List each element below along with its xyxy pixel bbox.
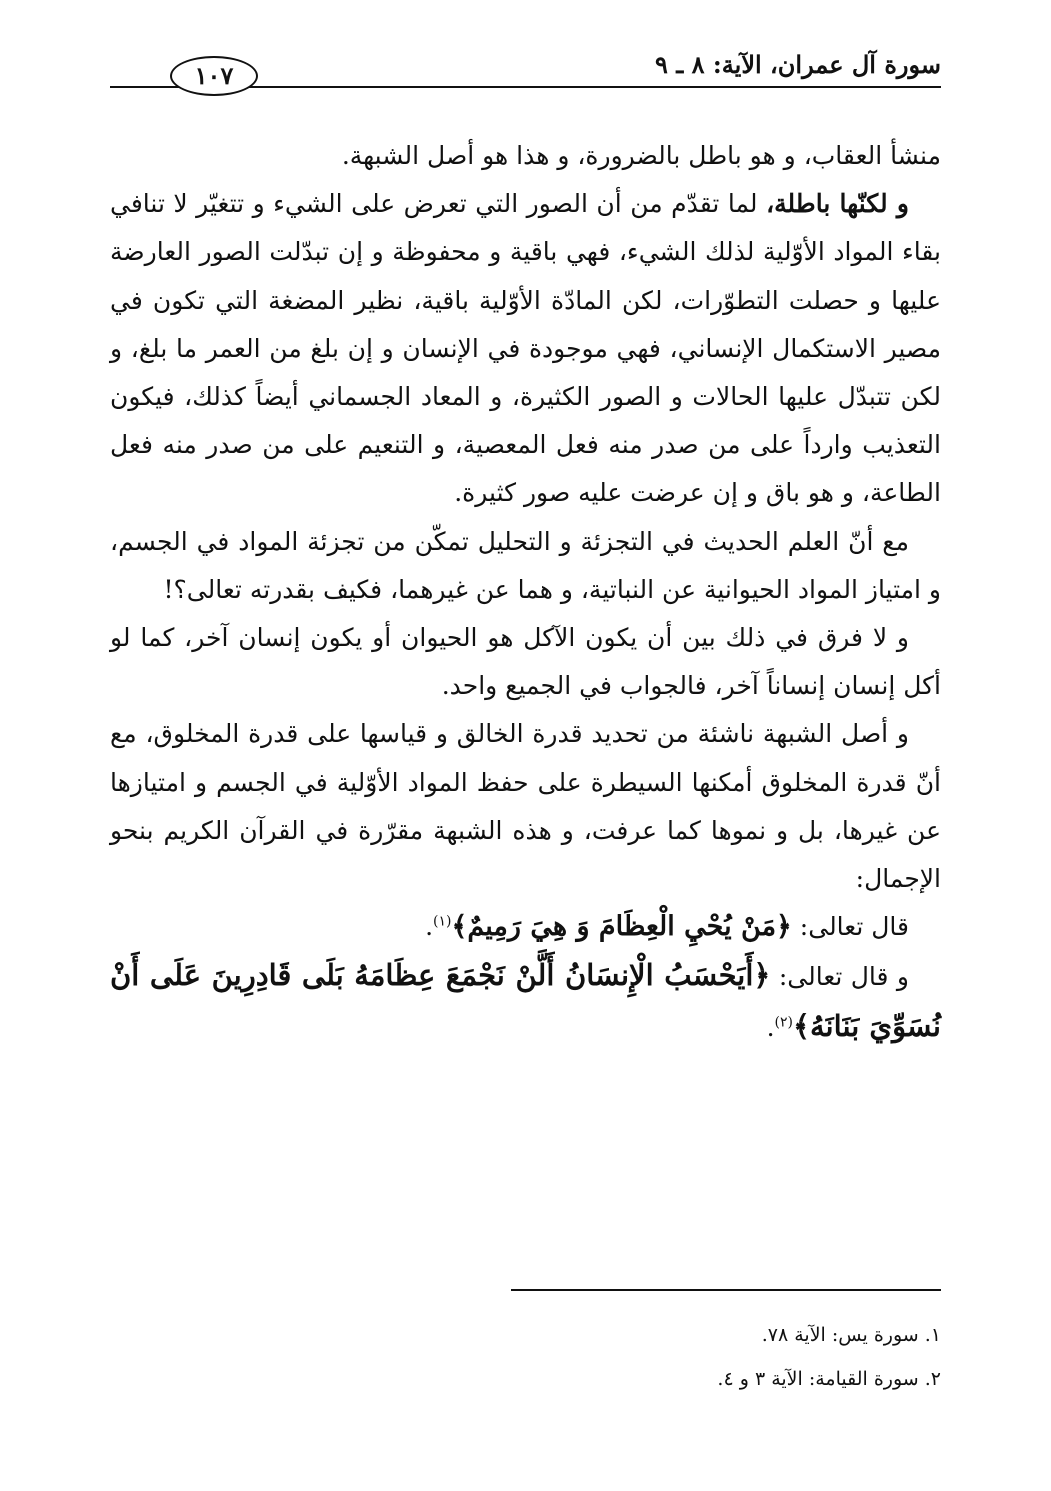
quote-2-intro: و قال تعالى: (770, 962, 909, 992)
footnote-2: ٢. سورة القيامة: الآية ٣ و ٤. (717, 1368, 941, 1390)
paragraph-2 (110, 180, 941, 517)
paragraph-1: منشأ العقاب، و هو باطل بالضرورة، و هذا هو أصل الشبهة. (341, 141, 941, 170)
footnote-ref-1[interactable]: (١) (433, 913, 452, 930)
footnote-ref-2[interactable]: (٢) (774, 1014, 793, 1031)
running-header-title: سورة آل عمران، الآية: ٨ ـ ٩ (655, 50, 941, 79)
quote-2-end: . (766, 1012, 775, 1042)
footnote-rule (511, 1289, 941, 1291)
paragraph-5: و أصل الشبهة ناشئة من تحديد قدرة الخالق و قياسها على قدرة المخلوق، مع أنّ قدرة المخلوق أمكنها السيطرة على حفظ المواد الأوّلية في الجسم و امتيازها عن غيرها، بل و نموها كما عرفت، و هذه الشبهة مقرّرة في القرآن الكريم بنحو الإجمال: (110, 719, 941, 894)
paragraph-2-lead: و لكنّها باطلة، (766, 189, 909, 219)
quote-2 (110, 951, 941, 1051)
page-number-badge: ١٠٧ (170, 56, 258, 96)
paragraph-2-text: لما تقدّم من أن الصور التي تعرض على الشيء و تتغيّر لا تنافي بقاء المواد الأوّلية لذلك الشيء، فهي باقية و محفوظة و إن تبدّلت الصور العارضة عليها و حصلت التطوّرات، لكن المادّة الأوّلية باقية، نظير المضغة التي تكون في مصير الاستكمال الإنساني، فهي موجودة في الإنسان و إن بلغ من العمر ما بلغ، و لكن تتبدّل عليها الحالات و الصور الكثيرة، و المعاد الجسماني أيضاً كذلك، فيكون التعذيب وارداً على من صدر منه فعل المعصية، و التنعيم على من صدر منه فعل الطاعة، و هو باق و إن عرضت عليه صور كثيرة. (110, 189, 941, 508)
quote-2-verse: ﴿أَيَحْسَبُ الْإِنسَانُ أَلَّنْ نَجْمَعَ عِظَامَهُ بَلَى قَادِرِينَ عَلَى أَنْ نُسَوِّيَ بَنَانَهُ﴾ (110, 958, 941, 1043)
paragraph-3: مع أنّ العلم الحديث في التجزئة و التحليل تمكّن من تجزئة المواد في الجسم، و امتياز المواد الحيوانية عن النباتية، و هما عن غيرهما، فكيف بقدرته تعالى؟! (110, 526, 941, 604)
body-text (110, 132, 941, 1052)
quote-1-end: . (425, 912, 434, 942)
quote-1 (110, 903, 941, 951)
paragraph-4: و لا فرق في ذلك بين أن يكون الآكل هو الحيوان أو يكون إنسان آخر، كما لو أكل إنسان إنساناً آخر، فالجواب في الجميع واحد. (110, 623, 941, 701)
footnote-1: ١. سورة يس: الآية ٧٨. (761, 1324, 941, 1346)
footnotes (110, 1313, 941, 1401)
quote-1-verse: ﴿مَنْ يُحْيِ الْعِظَامَ وَ هِيَ رَمِيمٌ﴾ (451, 911, 792, 943)
quote-1-intro: قال تعالى: (791, 912, 909, 942)
